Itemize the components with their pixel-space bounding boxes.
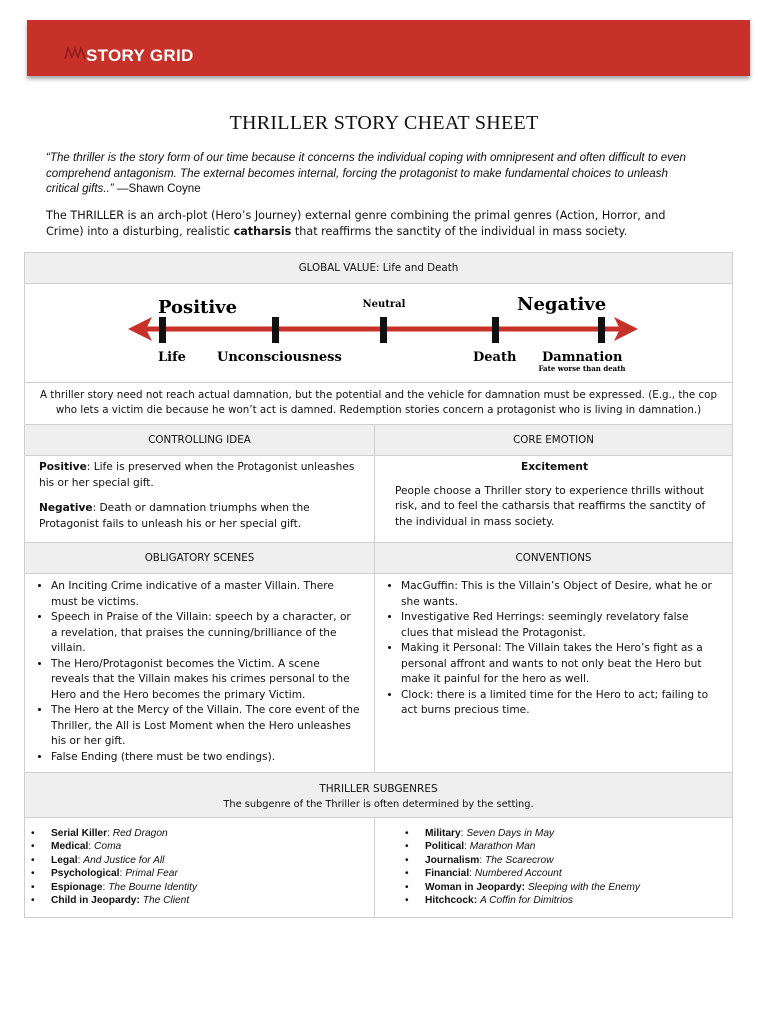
list-item: • Making it Personal: The Villain takes the Hero’s fight as a personal affront and wants to not only beat the Hero but make it painful for the hero as well.	[401, 641, 718, 688]
intro-bold: catharsis	[233, 225, 292, 238]
list-item	[399, 840, 724, 853]
quote-text: “The thriller is the story form of our time because it concerns the individual coping with omnipresent and often difficult to even comprehend antagonism. The external becomes internal, forcing the protagonist to make fundamental choices to unleash critical gifts..”	[46, 151, 686, 195]
negative-label: Negative	[517, 294, 607, 315]
global-value-header	[24, 252, 733, 284]
tick-death	[492, 317, 499, 343]
subgenre-name: Woman in Jeopardy:	[425, 881, 526, 893]
list-item: • Clock: there is a limited time for the Hero to act; failing to act burns precious time.	[401, 688, 718, 719]
point-damnation: Damnation	[542, 350, 623, 365]
global-value-label: GLOBAL VALUE: Life and Death	[298, 262, 459, 274]
subgenres-left	[24, 817, 375, 918]
obligatory-scenes-label: OBLIGATORY SCENES	[144, 552, 255, 564]
subgenres-title: THRILLER SUBGENRES	[319, 783, 438, 795]
quote	[46, 150, 696, 197]
tick-neutral	[380, 317, 387, 343]
subgenre-name: Psychological	[51, 868, 120, 880]
list-item	[399, 867, 724, 880]
intro-part2: that reaffirms the sanctity of the individual in mass society.	[291, 225, 628, 238]
subgenre-sep: :	[102, 881, 109, 893]
core-emotion-text: People choose a Thriller story to experience thrills without risk, and to feel the catharsis that reaffirms the sanctity of the individual in mass society.	[395, 484, 706, 528]
subgenres-right	[374, 817, 733, 918]
list-item	[399, 881, 724, 894]
list-item: • An Inciting Crime indicative of a master Villain. There must be victims.	[51, 579, 360, 610]
core-emotion-label: CORE EMOTION	[513, 434, 594, 446]
core-emotion-header	[374, 424, 733, 456]
negative-term: Negative	[39, 502, 93, 514]
list-item	[399, 827, 724, 840]
subgenre-sep: :	[460, 828, 467, 839]
controlling-idea-header	[24, 424, 375, 456]
global-value-note	[24, 382, 733, 425]
list-item: • The Hero/Protagonist becomes the Victim. A scene reveals that the Villain makes his crimes personal to the Hero and the Hero becomes the primary Victim.	[51, 657, 360, 704]
global-value-note-text: A thriller story need not reach actual damnation, but the potential and the vehicle for damnation must be expressed. (E.g., the cop who lets a victim die because he won’t act is damned. Redemption stories concern a protagonist who is living in damnation.)	[39, 389, 718, 416]
subgenre-sep: :	[464, 841, 470, 853]
subgenre-example: A Coffin for Dimitrios	[479, 895, 573, 907]
list-item	[25, 881, 366, 894]
positive-definition: : Life is preserved when the Protagonist unleashes his or her special gift.	[39, 461, 355, 489]
intro-paragraph	[46, 208, 706, 240]
subgenre-example: The Bourne Identity	[108, 881, 198, 893]
neutral-label: Neutral	[362, 299, 406, 310]
damnation-note: Fate worse than death	[538, 364, 626, 373]
subgenre-example: The Client	[142, 895, 190, 907]
subgenre-sep: :	[119, 868, 126, 880]
quote-attribution: —Shawn Coyne	[113, 182, 201, 195]
subgenre-example: Marathon Man	[469, 841, 536, 853]
list-item	[25, 840, 366, 853]
subgenre-name: Child in Jeopardy:	[51, 895, 140, 907]
subgenre-example: And Justice for All	[83, 854, 165, 866]
conventions-list	[375, 579, 718, 719]
positive-term: Positive	[39, 461, 87, 473]
conventions-label: CONVENTIONS	[515, 552, 592, 564]
point-death: Death	[473, 350, 517, 365]
conventions-body	[374, 573, 733, 773]
list-item	[399, 854, 724, 867]
subgenres-subtitle: The subgenre of the Thriller is often determined by the setting.	[223, 799, 534, 810]
controlling-idea-negative	[39, 501, 356, 532]
subgenre-name: Medical	[51, 841, 89, 853]
subgenre-example: Numbered Account	[474, 868, 562, 880]
obligatory-scenes-body	[24, 573, 375, 773]
subgenre-name: Financial	[425, 868, 470, 880]
subgenre-name: Political	[425, 841, 465, 853]
controlling-idea-body	[24, 455, 375, 543]
page-title: THRILLER STORY CHEAT SHEET	[229, 112, 539, 134]
subgenre-example: Coma	[94, 841, 122, 853]
subgenre-sep: :	[88, 841, 95, 853]
core-emotion-body	[374, 455, 733, 543]
tick-unconsciousness	[272, 317, 279, 343]
story-grid-logo-icon	[64, 45, 86, 61]
core-emotion-term: Excitement	[520, 461, 589, 473]
negative-definition: : Death or damnation triumphs when the Protagonist fails to unleash his or her special gift.	[39, 502, 310, 530]
subgenre-name: Legal	[51, 854, 78, 866]
obligatory-scenes-header	[24, 542, 375, 574]
subgenre-example: The Scarecrow	[485, 854, 554, 866]
subgenres-left-list	[25, 827, 366, 907]
subgenre-name: Military	[425, 828, 461, 839]
point-unconsciousness: Unconsciousness	[217, 350, 342, 365]
tick-life	[159, 317, 166, 343]
subgenre-sep: :	[469, 868, 475, 880]
controlling-idea-label: CONTROLLING IDEA	[148, 434, 251, 446]
subgenres-right-list	[399, 827, 724, 907]
list-item: • Investigative Red Herrings: seemingly revelatory false clues that mislead the Protagonist.	[401, 610, 718, 641]
obligatory-scenes-list	[25, 579, 360, 765]
subgenre-sep: :	[107, 828, 113, 839]
subgenres-header	[24, 772, 733, 818]
conventions-header	[374, 542, 733, 574]
positive-label: Positive	[158, 297, 238, 318]
list-item: • Speech in Praise of the Villain: speech by a character, or a revelation, that praises the cunning/brilliance of the villain.	[51, 610, 360, 657]
list-item	[25, 867, 366, 880]
list-item	[25, 894, 366, 907]
subgenre-name: Journalism	[425, 854, 480, 866]
subgenre-sep: :	[77, 854, 84, 866]
brand-name: STORY GRID	[86, 46, 194, 65]
subgenre-example: Sleeping with the Enemy	[527, 881, 640, 893]
tick-damnation	[598, 317, 605, 343]
subgenre-example: Primal Fear	[125, 868, 178, 880]
list-item: • False Ending (there must be two endings).	[51, 750, 360, 766]
subgenre-name: Hitchcock:	[425, 895, 478, 907]
subgenre-name: Espionage	[51, 881, 103, 893]
list-item	[25, 854, 366, 867]
list-item	[25, 827, 366, 840]
list-item: • MacGuffin: This is the Villain’s Object of Desire, what he or she wants.	[401, 579, 718, 610]
subgenre-name: Serial Killer	[51, 828, 108, 839]
subgenre-example: Seven Days in May	[466, 828, 555, 839]
subgenre-sep: :	[479, 854, 486, 866]
intro-part1: The THRILLER is an arch-plot (Hero’s Journey) external genre combining the primal genres (Action, Horror, and Crime) into a disturbing, realistic	[46, 209, 666, 238]
point-life: Life	[158, 350, 186, 365]
list-item: • The Hero at the Mercy of the Villain. The core event of the Thriller, the All is Lost Moment when the Hero unleashes his or her gift.	[51, 703, 360, 750]
list-item	[399, 894, 724, 907]
controlling-idea-positive	[39, 460, 356, 491]
subgenre-example: Red Dragon	[112, 828, 168, 839]
